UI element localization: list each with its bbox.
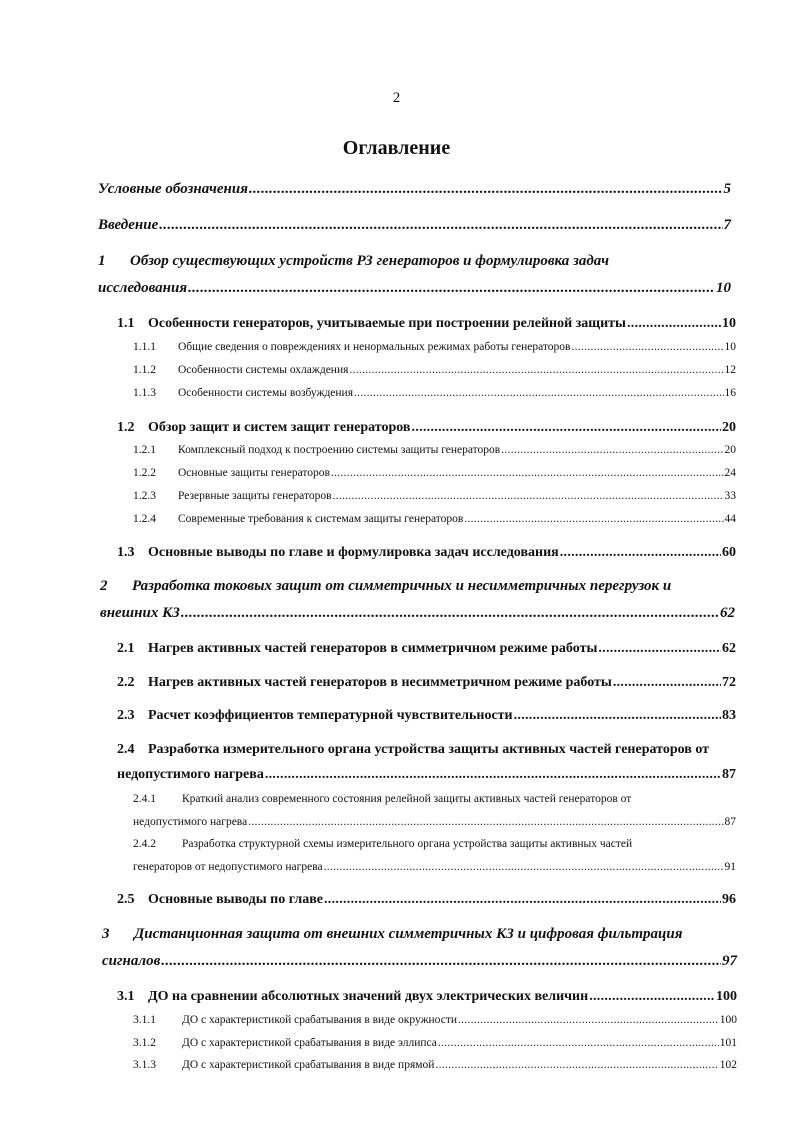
toc-entry-text: Комплексный подход к построению системы защиты генераторов — [178, 444, 501, 456]
toc-entry-page: 102 — [719, 1059, 737, 1071]
leader-dots — [514, 708, 721, 724]
toc-subsection-1-2-1[interactable] — [133, 444, 736, 456]
toc-entry-symbols[interactable] — [98, 181, 731, 198]
toc-chapter-1-line1[interactable] — [98, 253, 609, 270]
toc-entry-number: 1.1.3 — [133, 387, 156, 399]
toc-entry-text: генераторов от недопустимого нагрева — [133, 861, 323, 873]
toc-entry-page: 24 — [724, 467, 736, 479]
toc-entry-text: Особенности системы охлаждения — [178, 364, 349, 376]
toc-chapter-3-line2[interactable] — [102, 953, 737, 970]
toc-entry-page: 87 — [724, 816, 736, 828]
toc-entry-text: ДО с характеристикой срабатывания в виде прямой — [182, 1059, 435, 1071]
toc-entry-page: 97 — [722, 953, 737, 969]
toc-entry-page: 20 — [722, 420, 736, 435]
toc-entry-number: 2.4.2 — [133, 838, 156, 850]
toc-entry-number: 3.1 — [117, 989, 135, 1004]
toc-section-2-5[interactable] — [117, 892, 736, 908]
toc-entry-number: 1.2.2 — [133, 467, 156, 479]
toc-chapter-3-line1[interactable] — [102, 926, 682, 943]
toc-entry-text: внешних КЗ — [100, 605, 180, 621]
toc-subsection-1-1-2[interactable] — [133, 364, 736, 376]
toc-section-2-3[interactable] — [117, 708, 736, 724]
leader-dots — [249, 181, 723, 198]
toc-entry-page: 96 — [722, 892, 736, 907]
toc-entry-text: ДО на сравнении абсолютных значений двух электрических величин — [148, 989, 589, 1004]
toc-entry-text: Расчет коэффициентов температурной чувствительности — [148, 708, 513, 723]
leader-dots — [188, 280, 715, 297]
toc-entry-number: 2.2 — [117, 675, 135, 690]
toc-entry-text: Обзор существующих устройств РЗ генераторов и формулировка задач — [130, 253, 609, 269]
toc-entry-number: 1.2.4 — [133, 513, 156, 525]
toc-subsection-3-1-2[interactable] — [133, 1037, 737, 1049]
toc-subsection-1-1-1[interactable] — [133, 341, 736, 353]
toc-entry-number: 1.1.1 — [133, 341, 156, 353]
toc-entry-text: исследования — [98, 280, 188, 296]
leader-dots — [464, 513, 723, 525]
toc-section-1-1[interactable] — [117, 316, 736, 332]
leader-dots — [598, 641, 721, 657]
leader-dots — [458, 1014, 719, 1026]
toc-entry-number: 2.5 — [117, 892, 135, 907]
toc-entry-text: Нагрев активных частей генераторов в несимметричном режиме работы — [148, 675, 612, 690]
toc-chapter-2-line2[interactable] — [100, 605, 735, 622]
leader-dots — [589, 989, 715, 1005]
toc-section-2-1[interactable] — [117, 641, 736, 657]
leader-dots — [161, 953, 721, 970]
toc-entry-number: 2.3 — [117, 708, 135, 723]
toc-entry-number: 2.4 — [117, 742, 135, 757]
toc-entry-text: Основные защиты генераторов — [178, 467, 330, 479]
toc-entry-text: недопустимого нагрева — [133, 816, 248, 828]
toc-entry-number: 1.1 — [117, 316, 135, 331]
toc-entry-page: 20 — [724, 444, 736, 456]
page-title: Оглавление — [342, 137, 451, 159]
toc-chapter-2-line1[interactable] — [100, 578, 671, 595]
toc-entry-text: Дистанционная защита от внешних симметричных КЗ и цифровая фильтрация — [134, 926, 683, 942]
toc-entry-number: 1 — [98, 253, 106, 269]
toc-subsection-2-4-2-line2[interactable] — [133, 861, 736, 873]
toc-entry-text: сигналов — [102, 953, 161, 969]
toc-entry-text: Разработка измерительного органа устройства защиты активных частей генераторов от — [148, 742, 710, 757]
toc-entry-text: Разработка токовых защит от симметричных и несимметричных перегрузок и — [132, 578, 672, 594]
toc-entry-text: Нагрев активных частей генераторов в симметричном режиме работы — [148, 641, 598, 656]
leader-dots — [324, 892, 721, 908]
toc-subsection-3-1-3[interactable] — [133, 1059, 737, 1071]
toc-entry-text: Разработка структурной схемы измерительного органа устройства защиты активных частей — [182, 838, 633, 850]
toc-entry-text: Резервные защиты генераторов — [178, 490, 332, 502]
toc-entry-introduction[interactable] — [98, 217, 731, 234]
page-number: 2 — [392, 90, 401, 106]
leader-dots — [181, 605, 719, 622]
toc-entry-page: 10 — [724, 341, 736, 353]
toc-entry-page: 100 — [719, 1014, 737, 1026]
toc-entry-page: 100 — [716, 989, 737, 1004]
toc-entry-page: 62 — [720, 605, 735, 621]
toc-entry-number: 3 — [102, 926, 110, 942]
toc-subsection-3-1-1[interactable] — [133, 1014, 737, 1026]
leader-dots — [349, 364, 723, 376]
toc-entry-page: 44 — [724, 513, 736, 525]
leader-dots — [627, 316, 721, 332]
toc-entry-text: Введение — [98, 217, 159, 233]
toc-entry-text: Основные выводы по главе и формулировка задач исследования — [148, 545, 559, 560]
toc-entry-page: 12 — [724, 364, 736, 376]
leader-dots — [613, 675, 721, 691]
toc-subsection-1-2-4[interactable] — [133, 513, 736, 525]
leader-dots — [411, 420, 721, 436]
leader-dots — [435, 1059, 718, 1071]
leader-dots — [354, 387, 724, 399]
toc-subsection-1-1-3[interactable] — [133, 387, 736, 399]
toc-entry-number: 1.1.2 — [133, 364, 156, 376]
toc-entry-text: ДО с характеристикой срабатывания в виде окружности — [182, 1014, 457, 1026]
toc-entry-text: Современные требования к системам защиты генераторов — [178, 513, 464, 525]
toc-entry-text: Общие сведения о повреждениях и ненормальных режимах работы генераторов — [178, 341, 571, 353]
toc-section-2-4-line2[interactable] — [117, 767, 736, 783]
toc-subsection-2-4-2-line1[interactable] — [133, 838, 632, 850]
toc-entry-number: 2.4.1 — [133, 793, 156, 805]
toc-entry-number: 1.3 — [117, 545, 135, 560]
leader-dots — [501, 444, 723, 456]
toc-subsection-2-4-1-line1[interactable] — [133, 793, 631, 805]
toc-entry-number: 1.2 — [117, 420, 135, 435]
toc-section-1-2[interactable] — [117, 420, 736, 436]
toc-section-2-2[interactable] — [117, 675, 736, 691]
toc-entry-text: Особенности генераторов, учитываемые при построении релейной защиты — [148, 316, 626, 331]
toc-entry-number: 3.1.2 — [133, 1037, 156, 1049]
toc-entry-page: 10 — [722, 316, 736, 331]
toc-subsection-1-2-3[interactable] — [133, 490, 736, 502]
toc-entry-page: 101 — [719, 1037, 737, 1049]
toc-entry-number: 3.1.1 — [133, 1014, 156, 1026]
toc-entry-number: 1.2.3 — [133, 490, 156, 502]
toc-entry-text: Условные обозначения — [98, 181, 248, 197]
toc-entry-page: 91 — [724, 861, 736, 873]
leader-dots — [331, 467, 724, 479]
toc-entry-page: 7 — [723, 217, 731, 233]
toc-entry-number: 1.2.1 — [133, 444, 156, 456]
toc-entry-page: 60 — [722, 545, 736, 560]
toc-chapter-1-line2[interactable] — [98, 280, 731, 297]
toc-entry-page: 10 — [716, 280, 731, 296]
leader-dots — [438, 1037, 719, 1049]
leader-dots — [159, 217, 722, 234]
toc-entry-page: 16 — [724, 387, 736, 399]
toc-entry-text: Основные выводы по главе — [148, 892, 323, 907]
toc-entry-text: Особенности системы возбуждения — [178, 387, 353, 399]
toc-subsection-1-2-2[interactable] — [133, 467, 736, 479]
toc-entry-page: 72 — [722, 675, 736, 690]
leader-dots — [324, 861, 724, 873]
toc-entry-page: 87 — [722, 767, 736, 782]
toc-entry-text: Краткий анализ современного состояния релейной защиты активных частей генераторов от — [182, 793, 632, 805]
toc-entry-number: 2 — [100, 578, 108, 594]
leader-dots — [571, 341, 723, 353]
toc-entry-page: 83 — [722, 708, 736, 723]
toc-section-1-3[interactable] — [117, 545, 736, 561]
toc-subsection-2-4-1-line2[interactable] — [133, 816, 736, 828]
toc-section-3-1[interactable] — [117, 989, 737, 1005]
toc-entry-number: 3.1.3 — [133, 1059, 156, 1071]
toc-entry-text: недопустимого нагрева — [117, 767, 264, 782]
leader-dots — [248, 816, 723, 828]
toc-entry-text: Обзор защит и систем защит генераторов — [148, 420, 411, 435]
toc-entry-number: 2.1 — [117, 641, 135, 656]
leader-dots — [333, 490, 724, 502]
toc-entry-page: 62 — [722, 641, 736, 656]
toc-entry-page: 33 — [724, 490, 736, 502]
toc-section-2-4-line1[interactable] — [117, 742, 709, 758]
toc-entry-page: 5 — [723, 181, 731, 197]
toc-entry-text: ДО с характеристикой срабатывания в виде эллипса — [182, 1037, 437, 1049]
leader-dots — [560, 545, 721, 561]
leader-dots — [265, 767, 721, 783]
